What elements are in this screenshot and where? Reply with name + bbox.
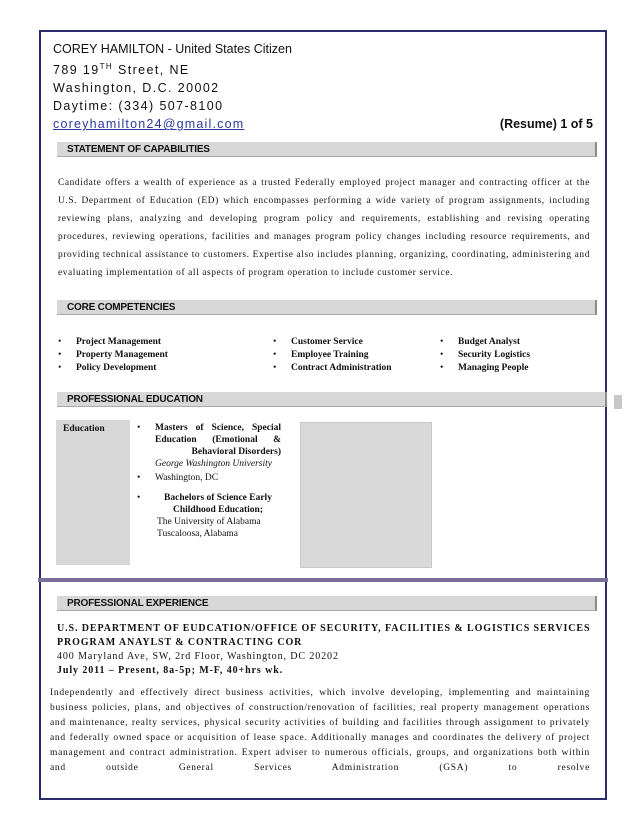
- job-description: Independently and effectively direct business activities, which involve developing, implementing and maintaining business policies, plans, and objectives of construction/renovation of facilities, real property management operations and maintenance, realty services, physical security activities of building and facilities through assignment to privately and federally owned space or acquisition of lease space. Additionally manages and coordinates the delivery of project management and contract administration. Expert adviser to numerous officials, groups, and organizations both within and outside General Services Administration (GSA) to resolve: [50, 688, 590, 773]
- school-location: Tuscaloosa, Alabama: [157, 529, 238, 539]
- candidate-name: COREY HAMILTON - United States Citizen: [53, 42, 292, 56]
- job-dates: July 2011 – Present, 8a-5p; M-F, 40+hrs wk.: [57, 665, 284, 676]
- list-item: • Project Management: [56, 336, 256, 349]
- education-empty-cell: [300, 422, 432, 568]
- city-address: Washington, D.C. 20002: [53, 81, 220, 96]
- resume-page-number: (Resume) 1 of 5: [499, 117, 593, 132]
- degree-item: • Bachelors of Science Early Childhood Education; The University of Alabama Tuscaloosa, Alabama: [135, 492, 281, 540]
- degree-title: Masters of Science, Special Education (Emotional & Behavioral Disorders): [155, 423, 281, 457]
- degree-title: Bachelors of Science Early Childhood Education;: [164, 493, 272, 515]
- list-item: • Property Management: [56, 349, 256, 362]
- school-name: The University of Alabama: [157, 517, 261, 527]
- competencies-col-2: [271, 336, 431, 375]
- list-item: • Customer Service: [271, 336, 431, 349]
- section-header-competencies: CORE COMPETENCIES: [57, 300, 597, 315]
- job-organization: U.S. DEPARTMENT OF EUDCATION/OFFICE OF SECURITY, FACILITIES & LOGISTICS SERVICES: [57, 623, 591, 634]
- resume-header: [53, 40, 593, 133]
- phone-number: Daytime: (334) 507-8100: [53, 99, 224, 114]
- list-item: • Budget Analyst: [438, 336, 598, 349]
- scroll-tab: [614, 395, 622, 409]
- list-item: • Policy Development: [56, 362, 256, 375]
- job-address: 400 Maryland Ave, SW, 2rd Floor, Washington, DC 20202: [57, 651, 339, 662]
- section-header-education: PROFESSIONAL EDUCATION: [57, 392, 607, 407]
- education-label-cell: [56, 420, 130, 565]
- section-divider: [38, 578, 608, 582]
- education-list: [135, 422, 281, 540]
- capabilities-text: Candidate offers a wealth of experience as a trusted Federally employed project manager and contracting officer at the U.S. Department of Education (ED) which encompasses performing a wide variety of program assignments, including reviewing plans, analyzing and developing program policy and requirements, establishing and revising operating procedures, reviewing operations, facilities and manages program policy changes including resource requirements, and providing technical assistance to customers. Expertise also includes planning, organizing, coordinating, administering and evaluating implementation of all aspects of program operation to include customer service.: [58, 178, 590, 278]
- street-address: 789 19TH Street, NE: [53, 62, 190, 78]
- competencies-col-3: [438, 336, 598, 375]
- list-item: • Employee Training: [271, 349, 431, 362]
- email-link[interactable]: coreyhamilton24@gmail.com: [53, 117, 245, 132]
- job-entry: [57, 622, 597, 678]
- competencies-col-1: [56, 336, 256, 375]
- section-header-capabilities: STATEMENT OF CAPABILITIES: [57, 142, 597, 157]
- list-item: • Security Logistics: [438, 349, 598, 362]
- section-header-experience: PROFESSIONAL EXPERIENCE: [57, 596, 597, 611]
- degree-item: • Washington, DC: [135, 472, 281, 484]
- degree-item: • Masters of Science, Special Education (Emotional & Behavioral Disorders) George Washington University: [137, 423, 281, 469]
- list-item: • Managing People: [438, 362, 598, 375]
- school-location: Washington, DC: [155, 473, 219, 483]
- school-name: George Washington University: [155, 459, 272, 469]
- list-item: • Contract Administration: [271, 362, 431, 375]
- education-label: Education: [63, 424, 105, 434]
- job-title: PROGRAM ANAYLST & CONTRACTING COR: [57, 637, 303, 648]
